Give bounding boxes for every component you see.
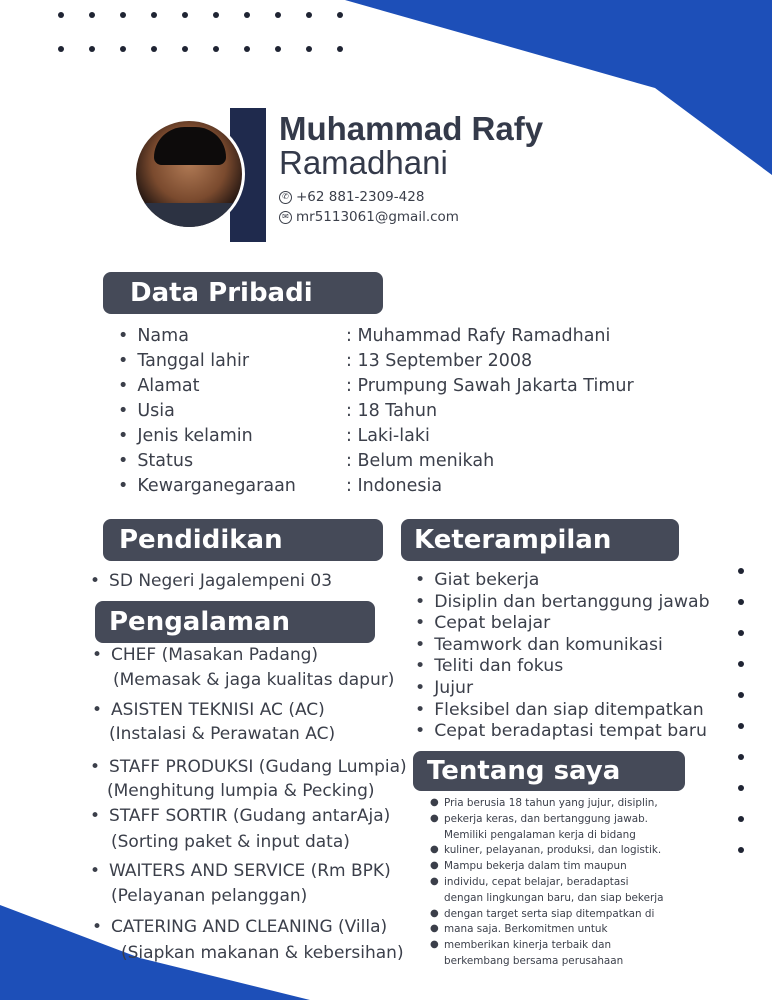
about-line: ● dengan target serta siap ditempatkan di — [430, 907, 655, 920]
about-line: ● memberikan kinerja terbaik dan — [430, 939, 612, 952]
phone-number: +62 881-2309-428 — [296, 189, 425, 205]
about-line-text: Pria berusia 18 tahun yang jujur, disiplin, — [444, 797, 658, 809]
skill-item: • Teamwork dan komunikasi — [415, 635, 710, 657]
skills-list — [415, 570, 710, 743]
info-label: • Alamat — [118, 376, 200, 396]
skill-item: • Teliti dan fokus — [415, 656, 710, 678]
email-address: mr5113061@gmail.com — [296, 209, 459, 225]
experience-role: • STAFF SORTIR (Gudang antarAja) — [90, 806, 390, 826]
experience-detail: (Sorting paket & input data) — [111, 832, 350, 852]
about-line: ● pekerja keras, dan bertanggung jawab. — [430, 812, 648, 825]
skill-item: • Cepat beradaptasi tempat baru — [415, 721, 710, 743]
experience-role: • ASISTEN TEKNISI AC (AC) — [92, 700, 325, 720]
experience-detail: (Instalasi & Perawatan AC) — [109, 724, 336, 744]
dot-grid-decoration — [58, 12, 358, 62]
photo-shirt-shape — [136, 203, 245, 230]
about-line-text: Mampu bekerja dalam tim maupun — [444, 860, 627, 873]
about-line: ● individu, cepat belajar, beradaptasi — [430, 875, 629, 888]
mail-icon: ✉ — [279, 211, 292, 224]
experience-detail: (Siapkan makanan & kebersihan) — [121, 943, 404, 963]
about-line-text: individu, cepat belajar, beradaptasi — [444, 875, 629, 888]
info-label: • Nama — [118, 326, 189, 346]
about-line: ● Mampu bekerja dalam tim maupun — [430, 860, 627, 873]
experience-role: • CATERING AND CLEANING (Villa) — [92, 917, 387, 937]
info-value: : Laki-laki — [346, 426, 430, 446]
skill-item: • Disiplin dan bertanggung jawab — [415, 592, 710, 614]
info-label: • Jenis kelamin — [118, 426, 253, 446]
info-value: : Belum menikah — [346, 451, 495, 471]
education-item: • SD Negeri Jagalempeni 03 — [90, 571, 332, 591]
about-line: ● mana saja. Berkomitmen untuk — [430, 923, 608, 936]
about-line-text: memberikan kinerja terbaik dan — [444, 939, 612, 952]
phone-contact — [279, 189, 424, 205]
about-line-text: dengan lingkungan baru, dan siap bekerja — [444, 891, 664, 904]
info-value: : 18 Tahun — [346, 401, 438, 421]
info-value: : 13 September 2008 — [346, 351, 533, 371]
profile-photo — [133, 118, 245, 230]
experience-role: • CHEF (Masakan Padang) — [92, 645, 318, 665]
experience-detail: (Menghitung lumpia & Pecking) — [107, 781, 375, 801]
section-title-keterampilan: Keterampilan — [401, 519, 679, 561]
skill-item: • Giat bekerja — [415, 570, 710, 592]
info-label: • Usia — [118, 401, 175, 421]
experience-role: • STAFF PRODUKSI (Gudang Lumpia) — [90, 757, 407, 777]
skill-item: • Jujur — [415, 678, 710, 700]
experience-role: • WAITERS AND SERVICE (Rm BPK) — [90, 861, 391, 881]
section-title-tentang-saya: Tentang saya — [413, 751, 685, 791]
section-title-pengalaman: Pengalaman — [95, 601, 375, 643]
name-first-line: Muhammad Rafy — [279, 110, 544, 147]
side-dots-decoration — [738, 568, 772, 858]
about-line — [430, 829, 690, 845]
info-value: : Muhammad Rafy Ramadhani — [346, 326, 611, 346]
about-line-text: kuliner, pelayanan, produksi, dan logistik. — [444, 844, 662, 857]
skill-item: • Cepat belajar — [415, 613, 710, 635]
about-line: ● Pria berusia 18 tahun yang jujur, disiplin, — [430, 797, 658, 809]
info-value: : Indonesia — [346, 476, 443, 496]
about-line-text: berkembang bersama perusahaan — [444, 954, 624, 967]
experience-detail: (Pelayanan pelanggan) — [111, 886, 308, 906]
info-value: : Prumpung Sawah Jakarta Timur — [346, 376, 634, 396]
section-title-data-pribadi: Data Pribadi — [103, 272, 383, 314]
photo-hair-shape — [154, 127, 226, 165]
about-line-text: mana saja. Berkomitmen untuk — [444, 923, 608, 936]
about-line — [430, 892, 690, 908]
phone-icon: ✆ — [279, 191, 292, 204]
about-paragraph — [430, 797, 690, 971]
about-line — [430, 955, 690, 971]
about-line: ● kuliner, pelayanan, produksi, dan logistik. — [430, 844, 662, 857]
about-line-text: pekerja keras, dan bertanggung jawab. — [444, 812, 648, 825]
info-label: • Tanggal lahir — [118, 351, 249, 371]
name-last-line: Ramadhani — [279, 144, 448, 181]
about-line-text: dengan target serta siap ditempatkan di — [444, 907, 655, 920]
experience-detail: (Memasak & jaga kualitas dapur) — [113, 670, 395, 690]
info-label: • Kewarganegaraan — [118, 476, 296, 496]
about-line-text: Memiliki pengalaman kerja di bidang — [444, 828, 636, 841]
section-title-pendidikan: Pendidikan — [103, 519, 383, 561]
email-contact — [279, 209, 459, 225]
skill-item: • Fleksibel dan siap ditempatkan — [415, 700, 710, 722]
info-label: • Status — [118, 451, 193, 471]
